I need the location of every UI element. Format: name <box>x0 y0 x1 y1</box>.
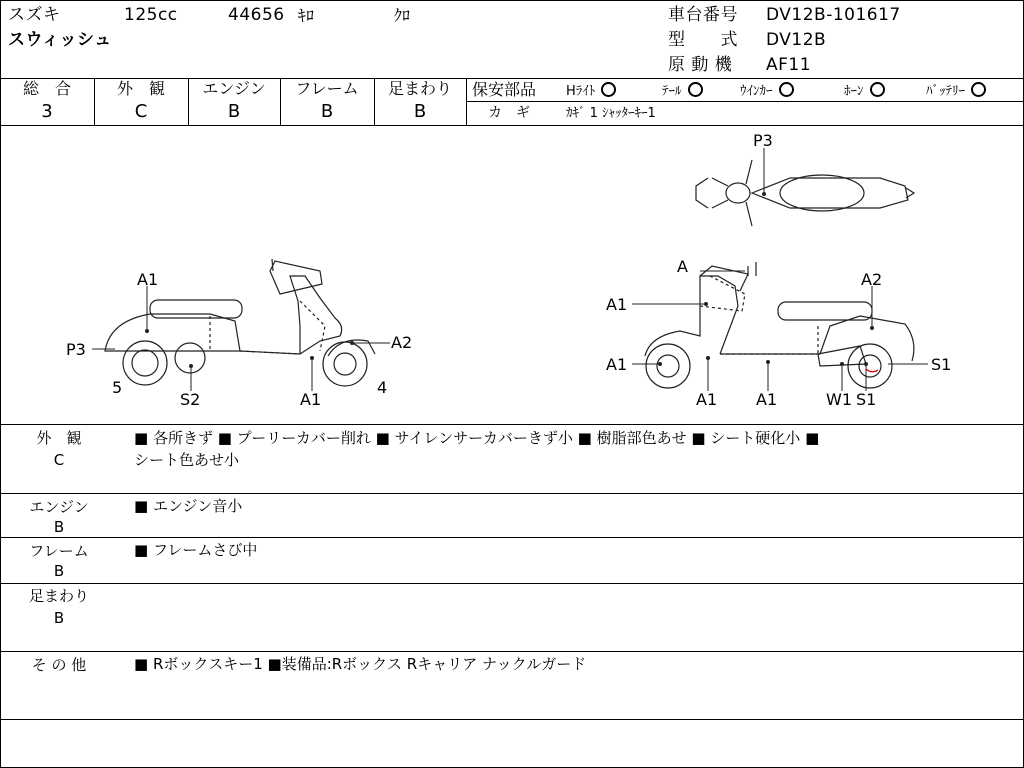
diagram-label: W1 <box>826 390 852 409</box>
diagram-label: A1 <box>756 390 778 409</box>
diagram-label: 4 <box>377 378 388 397</box>
type-value: DV12B <box>766 30 827 50</box>
section-frame-notes: ■ フレームさび中 <box>134 541 258 559</box>
ok-circle-icon <box>779 82 794 97</box>
ok-circle-icon <box>971 82 986 97</box>
safety-item-horn: ﾎｰﾝ <box>844 82 885 101</box>
safety-label: 保安部品 <box>472 80 537 99</box>
section-engine-notes: ■ エンジン音小 <box>134 497 243 515</box>
engine-value: AF11 <box>766 55 812 75</box>
divider <box>0 493 1023 494</box>
diagram-label: A1 <box>137 270 159 289</box>
diagram-label: A1 <box>696 390 718 409</box>
diagram-label: P3 <box>66 340 86 359</box>
ok-circle-icon <box>601 82 616 97</box>
annotation-dots <box>145 192 874 368</box>
grade-engine-label: エンジン <box>202 79 266 98</box>
mileage: 44656 <box>228 5 285 25</box>
diagram-label: S1 <box>856 390 877 409</box>
grade-overall-value: 3 <box>41 101 53 122</box>
diagram-label: A1 <box>606 355 628 374</box>
section-exterior-notes: ■ 各所きず ■ プーリーカバー削れ ■ サイレンサーカバーきず小 ■ 樹脂部色あせ ■ シート硬化小 ■ シート色あせ小 <box>134 429 820 469</box>
divider <box>0 537 1023 538</box>
section-other-notes: ■ Rボックスキー1 ■装備品:Rボックス Rキャリア ナックルガード <box>134 655 587 673</box>
divider <box>466 101 1023 102</box>
diagram-label: A2 <box>391 333 413 352</box>
divider <box>0 583 1023 584</box>
divider <box>0 651 1023 652</box>
diagram-label: 5 <box>112 378 123 397</box>
damage-mark <box>866 369 878 372</box>
grade-overall-label: 総 合 <box>22 79 71 98</box>
safety-item-tail: ﾃｰﾙ <box>662 82 703 101</box>
grade-engine-value: B <box>227 101 241 122</box>
diagram-label: A1 <box>606 295 628 314</box>
color: ｸﾛ <box>394 6 411 25</box>
diagram-label: A2 <box>861 270 883 289</box>
section-frame-name: フレーム <box>29 542 89 560</box>
frame-no-label: 車台番号 <box>668 5 738 25</box>
type-label: 型 式 <box>668 30 738 50</box>
key-label: カ ギ <box>488 105 530 121</box>
grade-suspension-label: 足まわり <box>387 79 452 98</box>
safety-item-winker: ｳｲﾝｶｰ <box>740 82 794 101</box>
diagram-label: A <box>677 257 688 276</box>
section-other-name: そ の 他 <box>31 656 87 674</box>
diagram-label: S2 <box>180 390 201 409</box>
divider <box>466 78 467 125</box>
ok-circle-icon <box>870 82 885 97</box>
frame-no: DV12B-101617 <box>766 5 901 25</box>
diagram-label: A1 <box>300 390 322 409</box>
grade-suspension-value: B <box>413 101 427 122</box>
section-suspension-name: 足まわり <box>28 587 89 605</box>
grade-exterior-label: 外 観 <box>116 79 165 98</box>
maker: スズキ <box>8 5 61 25</box>
grade-frame-label: フレーム <box>295 79 359 98</box>
grade-exterior-value: C <box>134 101 148 122</box>
diagram-label: S1 <box>931 355 952 374</box>
grade-frame-value: B <box>320 101 334 122</box>
displacement: 125cc <box>124 5 178 25</box>
section-engine-grade: B <box>53 518 65 536</box>
safety-item-headlight: Hﾗｲﾄ <box>566 82 616 101</box>
safety-item-battery: ﾊﾞｯﾃﾘｰ <box>926 82 986 101</box>
section-exterior-grade: C <box>53 451 65 469</box>
key-value: ｶｷﾞ 1 ｼｬｯﾀｰｷｰ1 <box>566 106 656 121</box>
divider <box>0 424 1023 425</box>
engine-label: 原 動 機 <box>668 55 733 75</box>
section-engine-name: エンジン <box>29 498 89 516</box>
section-suspension-grade: B <box>53 609 65 627</box>
section-frame-grade: B <box>53 562 65 580</box>
divider <box>0 719 1023 720</box>
ok-circle-icon <box>688 82 703 97</box>
diagram-label: P3 <box>753 131 773 150</box>
section-exterior-name: 外 観 <box>36 429 82 447</box>
scooter-top-view <box>696 160 914 226</box>
model-name: スウィッシュ <box>8 30 112 50</box>
mileage-unit: ｷﾛ <box>298 6 315 25</box>
